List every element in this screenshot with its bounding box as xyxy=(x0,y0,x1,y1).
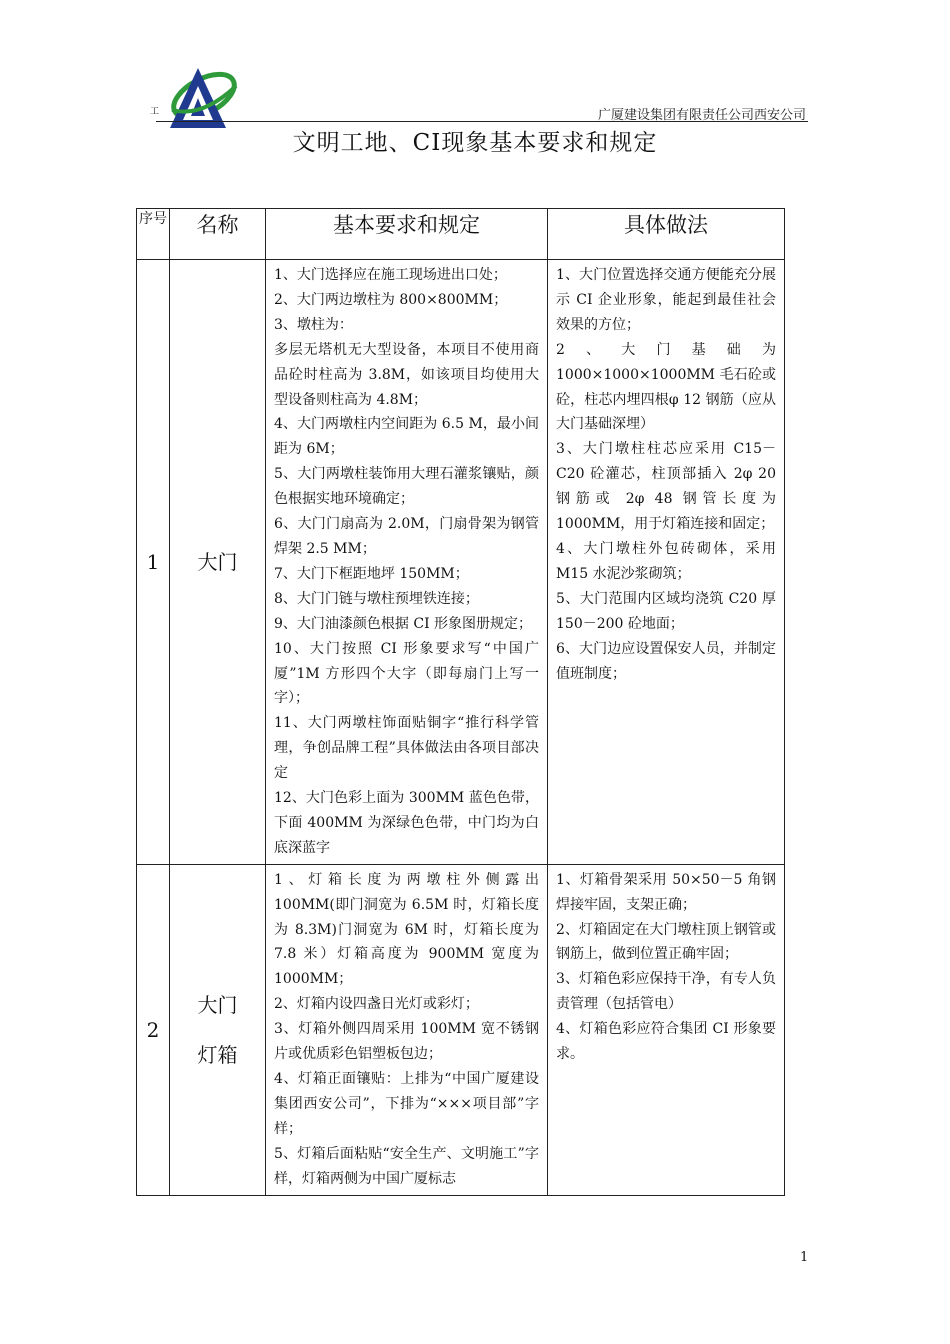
table-row xyxy=(137,864,785,1195)
requirement-item: 11、大门两墩柱饰面贴铜字“推行科学管理，争创品牌工程”具体做法由各项目部决定 xyxy=(274,715,539,782)
table-header-row xyxy=(137,209,785,260)
header-mark: 工 xyxy=(150,107,160,117)
requirement-item: 3、墩柱为： xyxy=(274,316,353,333)
requirement-item: 1、大门选择应在施工现场进出口处； xyxy=(274,267,507,283)
requirement-item: 8、大门门链与墩柱预埋铁连接； xyxy=(274,590,479,607)
requirement-item: 4、大门两墩柱内空间距为 6.5 M，最小间距为 6M； xyxy=(274,416,539,458)
requirement-item: 9、大门油漆颜色根据 CI 形象图册规定； xyxy=(274,615,533,632)
requirement-item: 3、灯箱外侧四周采用 100MM 宽不锈钢片或优质彩色铝塑板包边； xyxy=(274,1021,539,1063)
row-name xyxy=(170,260,266,865)
document-title: 文明工地、CI现象基本要求和规定 xyxy=(292,130,658,156)
practice-item: 2、大门基础为 1000×1000×1000MM 毛石砼或砼，柱芯内埋四根φ 12 钢筋（应从大门基础深埋） xyxy=(556,341,776,433)
header-divider xyxy=(156,121,808,122)
practice-item: 6、大门边应设置保安人员，并制定值班制度； xyxy=(556,640,776,682)
practice-item: 4、大门墩柱外包砖砌体，采用 M15 水泥沙浆砌筑； xyxy=(556,540,776,582)
practice-cell xyxy=(548,260,785,865)
practice-cell xyxy=(548,864,785,1195)
requirements-cell xyxy=(266,864,548,1195)
requirements-table xyxy=(136,208,785,1196)
requirement-item: 4、灯箱正面镶贴：上排为“中国广厦建设集团西安公司”，下排为“×××项目部”字样； xyxy=(274,1071,539,1137)
row-name-line: 大门 xyxy=(197,992,238,1017)
practice-item: 1、灯箱骨架采用 50×50－5 角钢焊接牢固，支架正确； xyxy=(556,871,776,913)
row-number: 2 xyxy=(137,864,170,1195)
header-requirements: 基本要求和规定 xyxy=(266,209,548,260)
company-name: 广厦建设集团有限责任公司西安公司 xyxy=(597,108,806,123)
requirement-item: 12、大门色彩上面为 300MM 蓝色色带，下面 400MM 为深绿色色带，中门均为白底深蓝字 xyxy=(274,790,539,856)
requirement-item: 5、大门两墩柱装饰用大理石灌浆镶贴，颜色根据实地环境确定； xyxy=(274,466,539,508)
row-name xyxy=(170,864,266,1195)
header-name: 名称 xyxy=(170,209,266,260)
row-number: 1 xyxy=(137,260,170,865)
row-name-line: 大门 xyxy=(197,549,238,574)
requirement-item: 10、大门按照 CI 形象要求写“中国广厦”1M 方形四个大字（即每扇门上写一字）； xyxy=(274,640,539,707)
requirement-item: 2、灯箱内设四盏日光灯或彩灯； xyxy=(274,996,479,1013)
requirement-item: 多层无塔机无大型设备，本项目不使用商品砼时柱高为 3.8M，如该项目均使用大型设备则柱高为 4.8M； xyxy=(274,341,539,408)
practice-item: 3、大门墩柱柱芯应采用 C15－C20 砼灌芯，柱顶部插入 2φ 20 钢筋或 2φ 48 钢管长度为 1000MM，用于灯箱连接和固定； xyxy=(556,441,776,533)
row-name-line: 灯箱 xyxy=(197,1042,238,1067)
requirements-cell xyxy=(266,260,548,865)
requirement-item: 7、大门下框距地坪 150MM； xyxy=(274,565,469,582)
requirement-item: 1、灯箱长度为两墩柱外侧露出 100MM(即门洞宽为 6.5M 时，灯箱长度为 8.3M)门洞宽为 6M 时，灯箱长度为 7.8 米）灯箱高度为 900MM 宽度为 1000MM； xyxy=(274,871,539,988)
page-number: 1 xyxy=(800,1250,809,1265)
practice-item: 1、大门位置选择交通方便能充分展示 CI 企业形象，能起到最佳社会效果的方位； xyxy=(556,267,776,333)
header-seq: 序号 xyxy=(137,209,170,260)
practice-item: 4、灯箱色彩应符合集团 CI 形象要求。 xyxy=(556,1021,776,1063)
requirement-item: 6、大门门扇高为 2.0M，门扇骨架为钢管焊架 2.5 MM； xyxy=(274,516,539,557)
requirement-item: 2、大门两边墩柱为 800×800MM； xyxy=(274,291,508,308)
header-practice: 具体做法 xyxy=(548,209,785,260)
practice-item: 3、灯箱色彩应保持干净，有专人负责管理（包括管电） xyxy=(556,971,776,1013)
practice-item: 2、灯箱固定在大门墩柱顶上钢管或钢筋上，做到位置正确牢固； xyxy=(556,921,776,963)
table-row xyxy=(137,260,785,865)
requirement-item: 5、灯箱后面粘贴“安全生产、文明施工”字样，灯箱两侧为中国广厦标志 xyxy=(274,1145,539,1187)
practice-item: 5、大门范围内区域均浇筑 C20 厚 150－200 砼地面； xyxy=(556,590,776,632)
